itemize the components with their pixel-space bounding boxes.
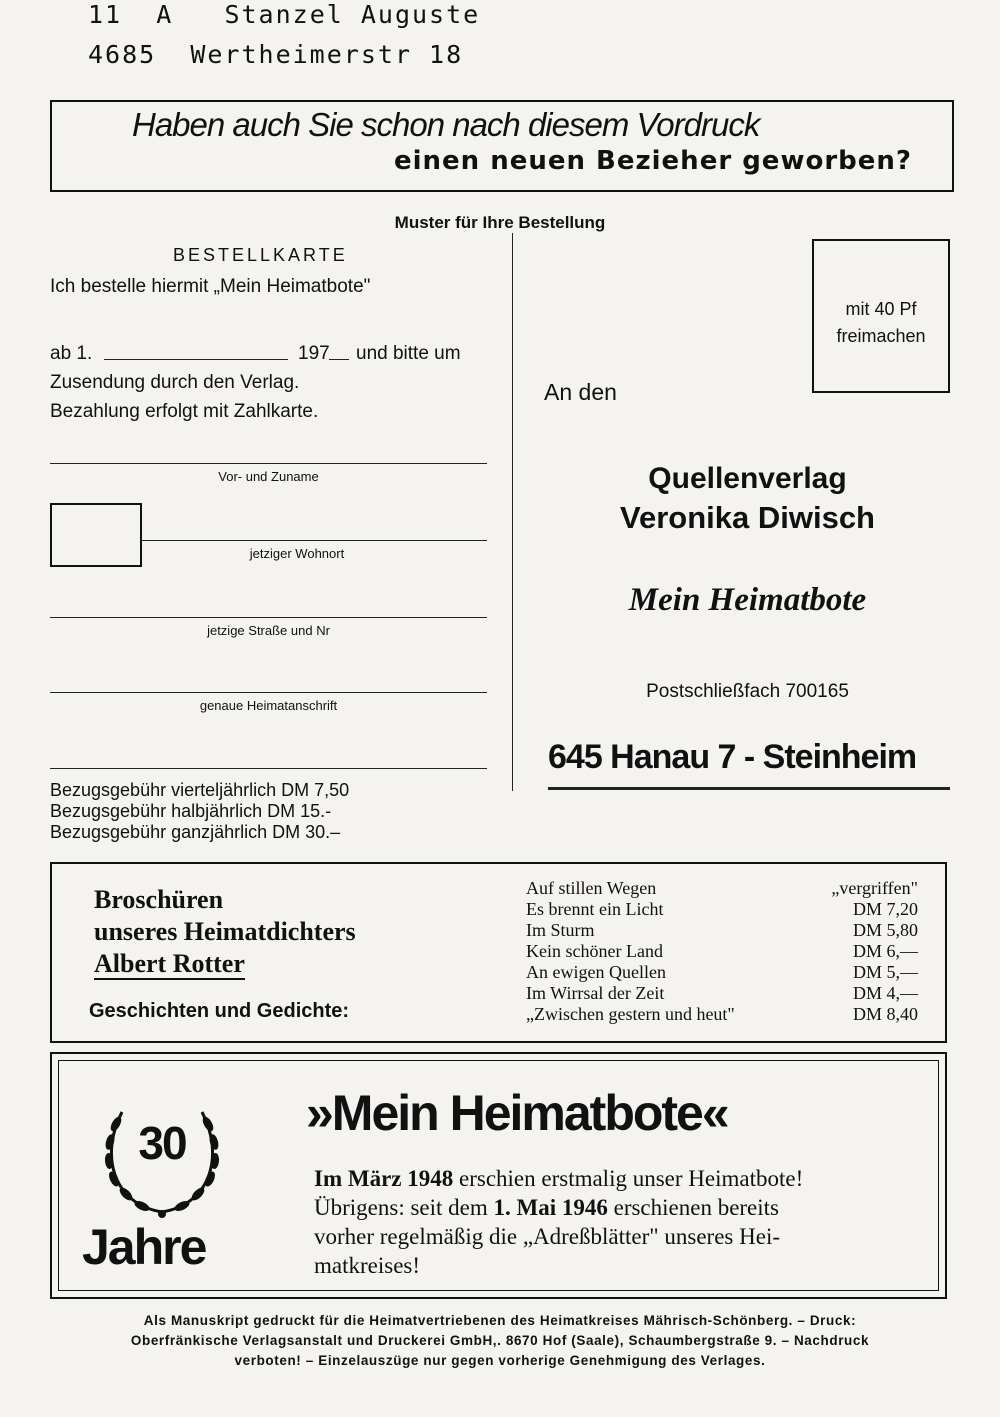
brochure-item xyxy=(526,1004,918,1025)
headline-line1: Haben auch Sie schon nach diesem Vordruck xyxy=(132,106,760,143)
brochure-item xyxy=(526,941,918,962)
brochure-title: Auf stillen Wegen xyxy=(526,878,657,898)
brochure-price: DM 6,— xyxy=(852,941,918,961)
brochure-title: Kein schöner Land xyxy=(526,941,663,961)
typed-letter: A xyxy=(156,0,174,29)
order-delivery: Zusendung durch den Verlag. xyxy=(50,372,300,393)
brochures-title-line3: Albert Rotter xyxy=(94,949,245,978)
name-line xyxy=(50,463,487,464)
publisher-line2: Veronika Diwisch xyxy=(620,500,875,535)
postcode-box xyxy=(50,503,142,567)
order-card-title: BESTELLKARTE xyxy=(173,245,348,265)
brochure-title: Im Sturm xyxy=(526,920,595,940)
earlier-issue-date: 1. Mai 1946 xyxy=(493,1195,608,1220)
brochure-title: „Zwischen gestern und heut" xyxy=(526,1004,735,1024)
extra-line xyxy=(50,768,487,769)
brochure-item xyxy=(526,899,918,920)
anniversary-text-line2-start: Übrigens: seit dem xyxy=(314,1195,494,1220)
recipient-pobox: Postschließfach 700165 xyxy=(646,681,849,702)
brochures-title-line1: Broschüren xyxy=(94,885,224,914)
brochure-price: DM 5,80 xyxy=(852,920,918,940)
order-line: Ich bestelle hiermit „Mein Heimatbote" xyxy=(50,276,371,297)
anniversary-text-line1 xyxy=(314,1164,924,1193)
anniversary-text-line1-rest: erschien erstmalig unser Heimatbote! xyxy=(453,1166,804,1191)
brochures-subtitle: Geschichten und Gedichte: xyxy=(89,1000,350,1022)
brochure-item xyxy=(526,878,918,899)
brochures-title-line2: unseres Heimatdichters xyxy=(94,917,356,946)
field-label-street: jetzige Straße und Nr xyxy=(207,623,330,638)
stamp-line1: mit 40 Pf xyxy=(845,299,917,319)
brochure-price: DM 4,— xyxy=(852,983,918,1003)
footer-line2: Oberfränkische Verlagsanstalt und Druckerei GmbH,. 8670 Hof (Saale), Schaumbergstraße 9. – Nachdruck xyxy=(130,1333,870,1348)
order-year-prefix: 197 xyxy=(298,343,330,364)
typed-name: Stanzel Auguste xyxy=(224,0,481,29)
typed-address-line1 xyxy=(88,0,480,29)
fee-list xyxy=(50,780,349,843)
anniversary-text xyxy=(314,1164,924,1280)
brochure-price: DM 7,20 xyxy=(852,899,918,919)
brochure-title: An ewigen Quellen xyxy=(526,962,666,982)
brochures-box xyxy=(50,862,947,1043)
city-underline xyxy=(548,787,950,790)
residence-line xyxy=(142,540,487,541)
order-payment: Bezahlung erfolgt mit Zahlkarte. xyxy=(50,401,319,422)
field-label-name: Vor- und Zuname xyxy=(218,469,319,484)
field-label-residence: jetziger Wohnort xyxy=(249,546,345,561)
publisher-line1: Quellenverlag xyxy=(648,462,847,495)
typed-address-line2 xyxy=(88,40,463,69)
recipient-city: 645 Hanau 7 - Steinheim xyxy=(548,738,917,776)
headline-box xyxy=(50,100,954,192)
magazine-name: Mein Heimatbote xyxy=(628,582,867,618)
headline-line2: einen neuen Bezieher geworben? xyxy=(393,146,912,176)
typed-postcode: 4685 xyxy=(88,40,157,69)
footer xyxy=(30,1311,970,1371)
brochure-item xyxy=(526,962,918,983)
order-heading: Muster für Ihre Bestellung xyxy=(394,213,606,232)
brochures-title xyxy=(94,884,356,980)
anniversary-text-line4: matkreises! xyxy=(314,1253,421,1278)
stamp-line2: freimachen xyxy=(836,326,926,346)
street-line xyxy=(50,617,487,618)
anniversary-word: Jahre xyxy=(82,1219,206,1275)
year-blank-line xyxy=(329,359,349,360)
card-divider xyxy=(512,233,513,791)
anniversary-box xyxy=(50,1052,947,1299)
date-blank-line xyxy=(104,359,288,360)
footer-line1: Als Manuskript gedruckt für die Heimatvertriebenen des Heimatkreises Mährisch-Schönberg. – Druck: xyxy=(143,1313,857,1328)
typed-number: 11 xyxy=(88,0,123,29)
brochure-title: Es brennt ein Licht xyxy=(526,899,664,919)
anniversary-title: »Mein Heimatbote« xyxy=(306,1085,728,1141)
footer-line3: verboten! – Einzelauszüge nur gegen vorherige Genehmigung des Verlages. xyxy=(234,1353,766,1368)
stamp-text xyxy=(814,296,948,350)
recipient-to: An den xyxy=(544,379,617,405)
anniversary-text-line3: vorher regelmäßig die „Adreßblätter" unseres Hei- xyxy=(314,1224,780,1249)
brochure-price: „vergriffen" xyxy=(831,878,918,898)
brochure-price: DM 8,40 xyxy=(852,1004,918,1024)
anniversary-number: 30 xyxy=(138,1117,186,1169)
brochure-price: DM 5,— xyxy=(852,962,918,982)
order-please: und bitte um xyxy=(356,343,461,364)
home-address-line xyxy=(50,692,487,693)
anniversary-text-line2 xyxy=(314,1193,924,1222)
brochure-title: Im Wirrsal der Zeit xyxy=(526,983,665,1003)
stamp-box xyxy=(812,239,950,393)
fee-quarterly: Bezugsgebühr vierteljährlich DM 7,50 xyxy=(50,780,350,800)
first-issue-date: Im März 1948 xyxy=(314,1166,454,1191)
brochures-list xyxy=(526,878,918,1025)
brochure-item xyxy=(526,983,918,1004)
fee-halfyear: Bezugsgebühr halbjährlich DM 15.- xyxy=(50,801,332,821)
fee-yearly: Bezugsgebühr ganzjährlich DM 30.– xyxy=(50,822,341,842)
typed-street: Wertheimerstr 18 xyxy=(190,40,464,69)
order-from-prefix: ab 1. xyxy=(50,343,93,364)
brochure-item xyxy=(526,920,918,941)
field-label-home-address: genaue Heimatanschrift xyxy=(199,698,338,713)
anniversary-text-line2-rest: erschienen bereits xyxy=(607,1195,780,1220)
